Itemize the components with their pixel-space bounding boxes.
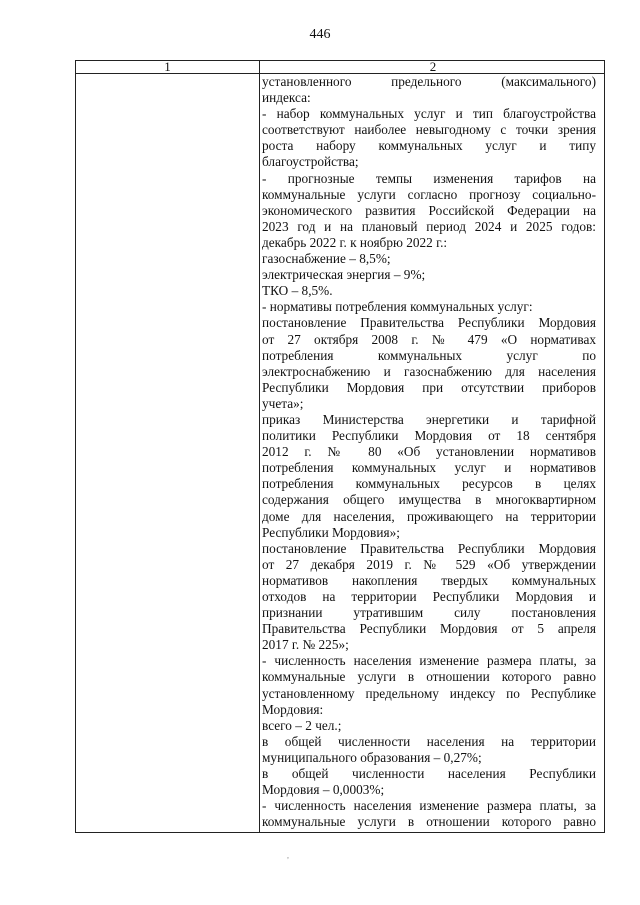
text-line: постановление Правительства Республики Мордовия xyxy=(262,540,596,556)
text-line: всего – 2 чел.; xyxy=(262,717,342,733)
text-line: индекса: xyxy=(262,90,311,106)
text-line: коммунальные услуги в отношении которого равно xyxy=(262,814,596,830)
text-line: - численность населения изменение размера платы, за xyxy=(262,653,596,669)
text-line: 2012 г. № 80 «Об установлении нормативов xyxy=(262,444,596,460)
text-line: в общей численности населения Республики xyxy=(262,766,596,782)
text-line: электроснабжению и газоснабжению для населения xyxy=(262,363,596,379)
text-line: газоснабжение – 8,5%; xyxy=(262,251,391,267)
text-line: ТКО – 8,5%. xyxy=(262,283,333,299)
scan-speck: , xyxy=(287,851,289,860)
text-line: коммунальные услуги согласно прогнозу социально- xyxy=(262,186,596,202)
column-2-text-cell xyxy=(262,74,596,830)
text-line: экономического развития Российской Федерации на xyxy=(262,202,596,218)
text-line: приказ Министерства энергетики и тарифной xyxy=(262,411,596,427)
text-line: потребления коммунальных ресурсов в целях xyxy=(262,476,596,492)
text-line: Мордовия – 0,0003%; xyxy=(262,782,385,798)
text-line: - прогнозные темпы изменения тарифов на xyxy=(262,170,596,186)
text-line: отходов на территории Республики Мордовия и xyxy=(262,589,596,604)
text-line: в общей численности населения на территории xyxy=(262,733,596,749)
text-line: Мордовия: xyxy=(262,701,324,717)
text-line: от 27 октября 2008 г. № 479 «О нормативах xyxy=(262,331,596,347)
text-line: потребления коммунальных услуг и нормативов xyxy=(262,460,596,476)
text-line: постановление Правительства Республики Мордовия xyxy=(262,315,596,331)
text-line: - численность населения изменение размера платы, за xyxy=(262,798,596,814)
text-line: установленного предельного (максимального) xyxy=(262,74,596,89)
text-line: - нормативы потребления коммунальных услуг: xyxy=(262,299,533,315)
text-line: доме для населения, проживающего на территории xyxy=(262,508,596,524)
text-line: декабрь 2022 г. к ноябрю 2022 г.: xyxy=(262,234,448,250)
text-line: потребления коммунальных услуг по xyxy=(262,347,596,363)
text-line: Республики Мордовия при отсутствии приборов xyxy=(262,379,596,395)
text-line: установленному предельному индексу по Республике xyxy=(262,685,596,701)
text-line: благоустройства; xyxy=(262,154,359,170)
content-table xyxy=(75,60,605,833)
text-line: 2017 г. № 225»; xyxy=(262,637,349,653)
text-line: электрическая энергия – 9%; xyxy=(262,267,426,283)
text-line: соответствуют наиболее невыгодному с точки зрения xyxy=(262,122,596,138)
page-number: 446 xyxy=(309,27,331,42)
column-header-1: 1 xyxy=(164,59,171,74)
column-header-2: 2 xyxy=(429,59,437,74)
column-divider xyxy=(259,61,260,832)
text-line: признании утратившим силу постановления xyxy=(262,605,596,621)
text-line: учета»; xyxy=(262,395,304,411)
text-line: от 27 декабря 2019 г. № 529 «Об утверждении xyxy=(262,556,596,572)
text-line: муниципального образования – 0,27%; xyxy=(262,749,482,765)
text-line: 2023 год и на плановый период 2024 и 2025 годов: xyxy=(262,218,596,234)
text-line: содержания общего имущества в многоквартирном xyxy=(262,492,596,508)
text-line: коммунальные услуги в отношении которого равно xyxy=(262,669,596,685)
text-line: нормативов накопления твердых коммунальных xyxy=(262,572,596,588)
text-line: - набор коммунальных услуг и тип благоустройства xyxy=(262,106,596,122)
text-line: роста набору коммунальных услуг и типу xyxy=(262,138,596,154)
text-line: Правительства Республики Мордовия от 5 апреля xyxy=(262,621,596,637)
text-line: Республики Мордовия»; xyxy=(262,524,400,540)
text-line: политики Республики Мордовия от 18 сентября xyxy=(262,428,596,444)
